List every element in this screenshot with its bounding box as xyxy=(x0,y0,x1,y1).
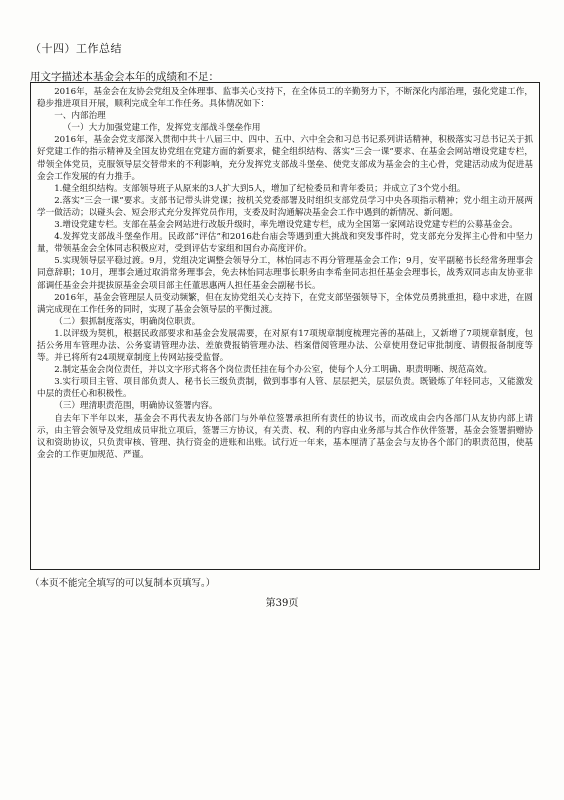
section-title: （十四）工作总结 xyxy=(30,42,122,55)
subheading-regulations: （二）狠抓制度落实，明确岗位职责。 xyxy=(54,316,201,327)
intro-prompt: 用文字描述本基金会本年的成绩和不足： xyxy=(30,71,219,83)
item-leadership-transition: 5.实现领导层平稳过渡。9月，党组决定调整会领导分工，林怡同志不再分管理基金会工作；9月，安平副秘书长经常务理事会同意辞职；10月，理事会通过取消常务理事会，免去林怡同志理事长职务由李希奎同志担任基金会理事长，战秀双同志由友协亚非部调任基金会并提拔原基金会项目部主任董思惠两人担任基金会副秘书长。 xyxy=(37,256,533,291)
item-post-responsibility: 2.制定基金会岗位责任，并以文字形式将各个岗位责任挂在每个办公室，使每个人分工明确、职责明晰、规范高效。 xyxy=(54,365,493,376)
subheading-party-building: （一）大力加强党建工作，发挥党支部战斗堡垒作用 xyxy=(62,123,261,134)
item-three-meetings: 2.落实“三会一课”要求。支部书记带头讲党课；按机关党委部署及时组织支部党员学习中央各项指示精神；党小组主动开展两学一做活动；以碰头会、短会形式充分发挥党员作用，支委及时沟通解决基金会工作中遇到的新情况、新问题。 xyxy=(37,195,533,218)
paragraph-leadership-summary: 2016年，基金会管理层人员变动频繁，但在友协党组关心支持下，在党支部坚强领导下，全体党员勇挑重担，稳中求进，在圆满完成现在工作任务的同时，实现了基金会领导层的平衡过渡。 xyxy=(37,292,533,315)
footnote: （本页不能完全填写的可以复制本页填写。） xyxy=(30,578,216,589)
page-number: 第39页 xyxy=(265,598,299,609)
item-party-role: 4.发挥党支部战斗堡垒作用。民政部“评估”和2016赴台庙会等遇到重大挑战和突发事件时，党支部充分发挥主心骨和中坚力量，带领基金会全体同志积极应对，受到评估专家组和国台办高度评价。 xyxy=(37,232,533,255)
paragraph-party-building: 2016年，基金会党支部深入贯彻中共十八届三中、四中、五中、六中全会和习总书记系列讲话精神，积极落实习总书记关于抓好党建工作的指示精神及全国友协党组在党建方面的新要求，健全组织结构、落实“三会一课”要求、在基金会网站增设党建专栏，带领全体党员，克服领导层交替带来的不利影响，充分发挥党支部战斗堡垒、使党支部成为基金会的主心骨，党建活动成为促进基金会工作发展的有力推手。 xyxy=(37,135,533,182)
heading-internal-governance: 一、内部治理 xyxy=(54,111,106,122)
subheading-agreements: （三）理清职责范围，明确协议签署内容。 xyxy=(54,401,218,412)
paragraph-overview: 2016年，基金会在友协会党组及全体理事、监事关心支持下，在全体员工的辛勤努力下，不断深化内部治理，强化党建工作，稳步推进项目开展，顺利完成全年工作任务。具体情况如下： xyxy=(37,87,533,110)
item-party-column: 3.增设党建专栏。支部在基金会网站进行改版升级时，率先增设党建专栏，成为全国第一家网站设党建专栏的公募基金会。 xyxy=(54,220,518,231)
paragraph-agreements: 自去年下半年以来，基金会不再代表友协各部门与外单位签署承担所有责任的协议书，而改成由会内各部门从友协内部上请示，由主管会领导及党组成员审批立项后，签署三方协议，有关责、权、利的内容由业务部与其合作伙伴签署，基金会签署捐赠协议和资助协议，只负责审核、管理、执行资金的进账和出账。试行近一年来，基本厘清了基金会与友协各个部门的职责范围，使基金会的工作更加规范、严谨。 xyxy=(37,413,533,460)
item-regulations: 1.以评级为契机，根据民政部要求和基金会发展需要，在对原有17项规章制度梳理完善的基础上，又新增了7项规章制度，包括公务用车管理办法、公务宴请管理办法、差旅费报销管理办法、档案借阅管理办法、公章使用登记审批制度、请假报备制度等等。并已将所有24项规章制度上传网站接受监督。 xyxy=(37,328,533,364)
item-organization: 1.健全组织结构。支部领导班子从原来的3人扩大到5人，增加了纪检委员和青年委员；并成立了3个党小组。 xyxy=(54,183,466,194)
item-three-level-system: 3.实行项目主管、项目部负责人、秘书长三级负责制，做到事事有人管、层层把关，层层负责。既锻炼了年轻同志，又能激发中层的责任心和积极性。 xyxy=(37,377,533,400)
summary-box xyxy=(30,82,540,570)
